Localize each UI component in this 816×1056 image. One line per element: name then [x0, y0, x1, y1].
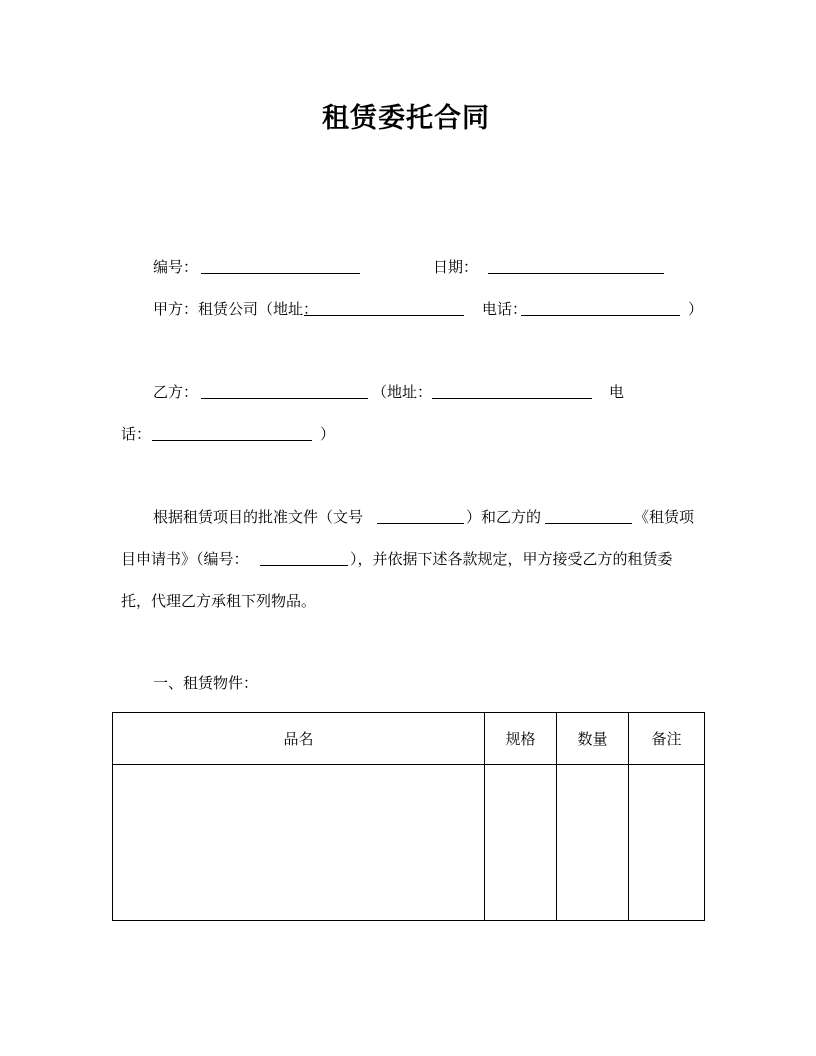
cell-item-name[interactable] — [113, 765, 485, 921]
intro-line2-a: 目申请书》（编号： — [121, 550, 249, 568]
intro-line3: 托，代理乙方承租下列物品。 — [121, 592, 317, 610]
party-b-address-label: （地址： — [372, 383, 433, 401]
party-b-phone-label-2: 话： — [121, 425, 152, 443]
section1-heading: 一、租赁物件： — [153, 674, 259, 692]
party-b-phone-label-1: 电 — [609, 383, 625, 401]
party-b-phone-field[interactable] — [152, 440, 312, 441]
header-item-name: 品名 — [113, 713, 485, 765]
application-number-field[interactable] — [260, 565, 348, 566]
intro-line2-b: ），并依据下述各款规定，甲方接受乙方的租赁委 — [350, 550, 673, 568]
party-a-phone-field[interactable] — [521, 315, 680, 316]
intro-line1-a: 根据租赁项目的批准文件（文号 — [153, 508, 364, 526]
number-label: 编号： — [153, 258, 199, 276]
number-field[interactable] — [201, 273, 360, 274]
intro-line1-c: 《租赁项 — [634, 508, 695, 526]
party-a-label: 甲方：租赁公司（地址： — [153, 300, 319, 318]
approval-doc-number-field[interactable] — [377, 523, 464, 524]
party-b-address-field[interactable] — [432, 398, 592, 399]
party-a-phone-label: 电话： — [482, 300, 528, 318]
document-title: 租赁委托合同 — [322, 103, 490, 134]
party-b-close: ） — [320, 425, 336, 443]
party-b-label: 乙方： — [153, 383, 199, 401]
party-a-address-field[interactable] — [304, 315, 464, 316]
date-label: 日期： — [433, 258, 479, 276]
date-field[interactable] — [488, 273, 664, 274]
cell-spec[interactable] — [485, 765, 557, 921]
lease-items-table — [112, 712, 705, 921]
party-a-close: ） — [688, 300, 704, 318]
party-b-project-field[interactable] — [545, 523, 632, 524]
header-spec: 规格 — [485, 713, 557, 765]
party-b-name-field[interactable] — [201, 398, 368, 399]
table-row — [113, 765, 705, 921]
cell-remarks[interactable] — [629, 765, 705, 921]
table-header-row — [113, 713, 705, 765]
intro-line1-b: ）和乙方的 — [466, 508, 542, 526]
header-quantity: 数量 — [557, 713, 629, 765]
cell-quantity[interactable] — [557, 765, 629, 921]
header-remarks: 备注 — [629, 713, 705, 765]
